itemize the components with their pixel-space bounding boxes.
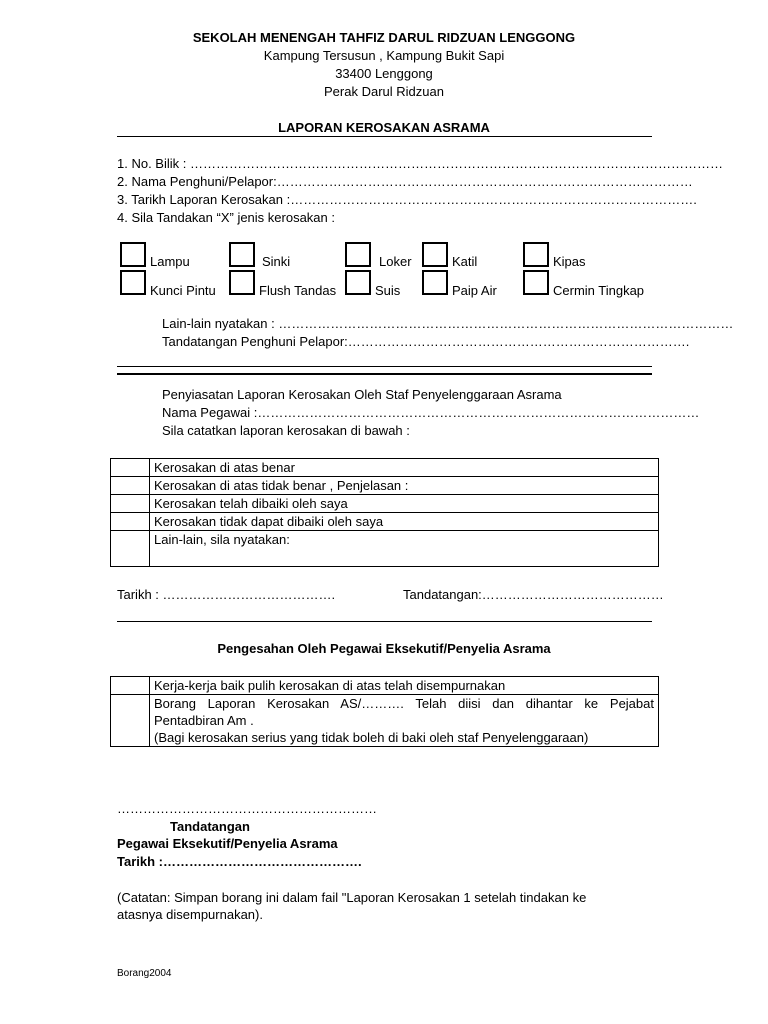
label-kipas: Kipas xyxy=(553,254,586,269)
table-row xyxy=(111,459,659,477)
row-label: Kerosakan tidak dapat dibaiki oleh saya xyxy=(150,513,659,531)
row-checkbox[interactable] xyxy=(111,477,150,495)
checkbox-katil[interactable] xyxy=(422,242,448,267)
field-no-bilik[interactable]: 1. No. Bilik : …………………………………………………………………………………………………………… xyxy=(117,156,723,171)
checkbox-loker[interactable] xyxy=(345,242,371,267)
row-checkbox[interactable] xyxy=(111,495,150,513)
row-label: Kerja-kerja baik pulih kerosakan di atas telah disempurnakan xyxy=(150,677,659,695)
title-divider xyxy=(117,136,652,137)
signature-line[interactable]: …………………………………………………… xyxy=(117,801,377,816)
label-katil: Katil xyxy=(452,254,478,269)
row-label: Kerosakan di atas benar xyxy=(150,459,659,477)
checkbox-suis[interactable] xyxy=(345,270,371,295)
table-row xyxy=(111,495,659,513)
checkbox-sinki[interactable] xyxy=(229,242,255,267)
table-row xyxy=(111,477,659,495)
label-cermin-tingkap: Cermin Tingkap xyxy=(553,283,645,298)
table-row xyxy=(111,695,659,747)
table-row xyxy=(111,513,659,531)
checkbox-lampu[interactable] xyxy=(120,242,146,267)
school-name: SEKOLAH MENENGAH TAHFIZ DARUL RIDZUAN LENGGONG xyxy=(192,30,576,45)
checkbox-kipas[interactable] xyxy=(523,242,549,267)
label-suis: Suis xyxy=(375,283,401,298)
row-label: Lain-lain, sila nyatakan: xyxy=(150,531,659,567)
signature-label: Tandatangan xyxy=(170,819,250,834)
row-checkbox[interactable] xyxy=(111,531,150,567)
section-divider-bottom xyxy=(117,373,652,375)
staff-section-heading: Penyiasatan Laporan Kerosakan Oleh Staf Penyelenggaraan Asrama xyxy=(162,387,562,402)
label-sinki: Sinki xyxy=(262,254,291,269)
field-tandatangan-penghuni[interactable]: Tandatangan Penghuni Pelapor:……………………………………………………………………. xyxy=(162,334,690,349)
field-tarikh-staf[interactable]: Tarikh : …………………………………. xyxy=(117,587,336,602)
row-checkbox[interactable] xyxy=(111,695,150,747)
signature-role: Pegawai Eksekutif/Penyelia Asrama xyxy=(117,836,338,851)
row-text-main: Borang Laporan Kerosakan AS/………. Telah diisi dan dihantar ke Pejabat Pentadbiran Am . xyxy=(154,696,654,728)
form-title: LAPORAN KEROSAKAN ASRAMA xyxy=(278,120,490,135)
table-row xyxy=(111,677,659,695)
field-tarikh-laporan[interactable]: 3. Tarikh Laporan Kerosakan :…………………………………………………………………………………. xyxy=(117,192,697,207)
row-label: Kerosakan di atas tidak benar , Penjelasan : xyxy=(150,477,659,495)
field-tarikh-pengesahan[interactable]: Tarikh :………………………………………. xyxy=(117,854,362,869)
field-jenis-kerosakan: 4. Sila Tandakan “X” jenis kerosakan : xyxy=(117,210,335,225)
address-line-1: Kampung Tersusun , Kampung Bukit Sapi xyxy=(263,48,505,63)
note-line-1: (Catatan: Simpan borang ini dalam fail "Laporan Kerosakan 1 setelah tindakan ke xyxy=(117,890,587,905)
field-nama-penghuni[interactable]: 2. Nama Penghuni/Pelapor:…………………………………………………………………………………… xyxy=(117,174,693,189)
field-lain-lain[interactable]: Lain-lain nyatakan : …………………………………………………………………………………………… xyxy=(162,316,734,331)
label-flush-tandas: Flush Tandas xyxy=(259,283,337,298)
form-code: Borang2004 xyxy=(117,968,172,979)
field-nama-pegawai[interactable]: Nama Pegawai :………………………………………………………………………………………… xyxy=(162,405,700,420)
row-checkbox[interactable] xyxy=(111,459,150,477)
label-lampu: Lampu xyxy=(150,254,190,269)
staff-instruction: Sila catatkan laporan kerosakan di bawah : xyxy=(162,423,410,438)
section-divider-top xyxy=(117,366,652,367)
checkbox-cermin-tingkap[interactable] xyxy=(523,270,549,295)
row-label xyxy=(150,695,659,747)
staff-report-table xyxy=(110,458,659,567)
field-tandatangan-staf[interactable]: Tandatangan:…………………………………… xyxy=(403,587,664,602)
approval-section-heading: Pengesahan Oleh Pegawai Eksekutif/Penyelia Asrama xyxy=(217,641,551,656)
note-line-2: atasnya disempurnakan). xyxy=(117,907,263,922)
label-kunci-pintu: Kunci Pintu xyxy=(150,283,216,298)
address-line-2: 33400 Lenggong xyxy=(335,66,433,81)
label-paip-air: Paip Air xyxy=(452,283,497,298)
address-line-3: Perak Darul Ridzuan xyxy=(324,84,444,99)
row-checkbox[interactable] xyxy=(111,513,150,531)
table-row xyxy=(111,531,659,567)
checkbox-paip-air[interactable] xyxy=(422,270,448,295)
checkbox-kunci-pintu[interactable] xyxy=(120,270,146,295)
checkbox-flush-tandas[interactable] xyxy=(229,270,255,295)
staff-section-divider xyxy=(117,621,652,622)
row-checkbox[interactable] xyxy=(111,677,150,695)
label-loker: Loker xyxy=(379,254,412,269)
approval-table xyxy=(110,676,659,747)
row-text-note: (Bagi kerosakan serius yang tidak boleh di baki oleh staf Penyelenggaraan) xyxy=(154,730,589,745)
row-label: Kerosakan telah dibaiki oleh saya xyxy=(150,495,659,513)
